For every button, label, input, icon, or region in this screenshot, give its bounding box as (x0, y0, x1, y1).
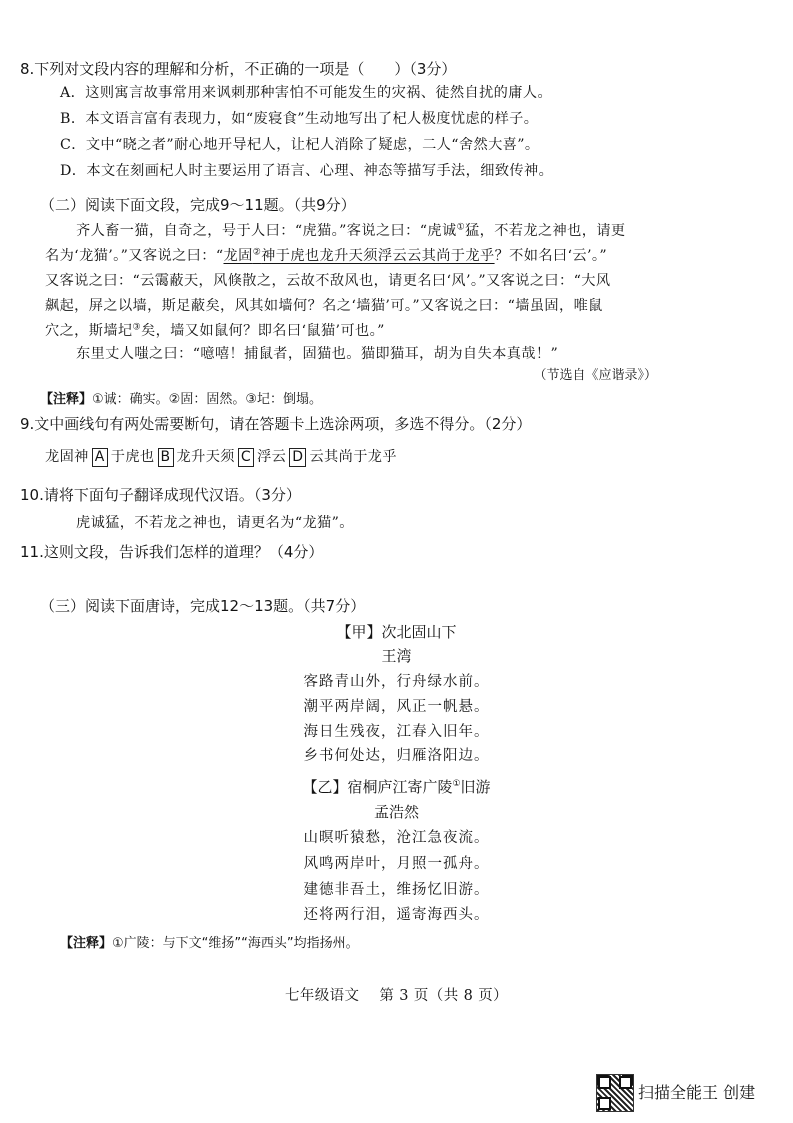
q9-segment: 浮云 (257, 449, 287, 465)
poem-2-line-1: 山暝听猿愁，沧江急夜流。 (303, 830, 490, 846)
q11-stem: 11.这则文段，告诉我们怎样的道理？（4分） (20, 543, 324, 561)
passage-line-3: 又客说之曰：“云霭蔽天，风倏散之，云故不敌风也，请更名曰‘风’。”又客说之曰：“大风 (45, 273, 611, 289)
passage-line-5 (45, 320, 385, 340)
note-label: 【注释】 (40, 392, 93, 407)
page-footer: 七年级语文 第 3 页（共 8 页） (284, 988, 509, 1004)
passage-line-4: 飙起，屏之以墙，斯足蔽矣，风其如墙何？名之‘墙猫’可。”又客说之曰：“墙虽固，唯鼠 (45, 298, 603, 314)
passage-text: 矣，墙又如鼠何？即名曰‘鼠猫’可也。” (141, 323, 385, 339)
underlined-sentence (224, 248, 495, 264)
footnote-marker: ① (456, 222, 466, 233)
section-2-note (40, 388, 322, 407)
poem-2-line-2: 风鸣两岸叶，月照一孤舟。 (303, 856, 490, 872)
poem-2-line-3: 建德非吾土，维扬忆旧游。 (303, 882, 490, 898)
passage-line-2 (45, 245, 607, 265)
q8-option-b: B．本文语言富有表现力，如“废寝食”生动地写出了杞人极度忧虑的样子。 (60, 111, 539, 127)
passage-text: ？不如名曰‘云’。” (494, 248, 608, 264)
q9-box-b[interactable]: B (158, 448, 174, 467)
q9-segment: 龙升天须 (176, 449, 235, 465)
section-3-note (60, 932, 359, 951)
poem-1-line-3: 海日生残夜，江春入旧年。 (303, 724, 490, 740)
q8-option-c: C．文中“晓之者”耐心地开导杞人，让杞人消除了疑虑，二人“舍然大喜”。 (60, 137, 540, 153)
poem-1-title: 【甲】次北固山下 (336, 623, 457, 641)
passage-line-1 (76, 220, 626, 240)
poem-1-line-1: 客路青山外，行舟绿水前。 (303, 674, 490, 690)
poem-1-line-2: 潮平两岸阔，风正一帆悬。 (303, 699, 490, 715)
q9-segment: 龙固神 (45, 449, 89, 465)
poem-1-line-4: 乡书何处达，归雁洛阳边。 (303, 748, 490, 764)
q10-stem: 10.请将下面句子翻译成现代汉语。（3分） (20, 486, 301, 504)
passage-text: 穴之，斯墙圮 (45, 323, 133, 339)
poem-2-line-4: 还将两行泪，遥寄海西头。 (303, 907, 490, 923)
passage-source: （节选自《应谐录》） (533, 368, 657, 383)
footnote-marker: ① (452, 779, 461, 789)
q8-option-d: D．本文在刻画杞人时主要运用了语言、心理、神态等描写手法，细致传神。 (60, 163, 554, 179)
q9-segment: 云其尚于龙乎 (309, 449, 397, 465)
note-text: ①诚：确实。②固：固然。③圮：倒塌。 (92, 392, 322, 407)
poem-1-author: 王湾 (381, 647, 412, 665)
q9-box-c[interactable]: C (238, 448, 254, 467)
footnote-marker: ② (252, 247, 262, 258)
poem-2-author: 孟浩然 (373, 803, 419, 821)
poem-2-title-text: 【乙】宿桐庐江寄广陵 (302, 778, 453, 796)
passage-text: 齐人畜一猫，自奇之，号于人曰：“虎猫。”客说之曰：“虎诚 (76, 223, 457, 239)
passage-paragraph-2: 东里丈人嗤之曰：“噫嘻！捕鼠者，固猫也。猫即猫耳，胡为自失本真哉！” (76, 346, 559, 362)
q9-options (45, 446, 397, 467)
q9-stem: 9.文中画线句有两处需要断句，请在答题卡上选涂两项，多选不得分。（2分） (20, 415, 532, 433)
section-3-heading: （三）阅读下面唐诗，完成12～13题。（共7分） (40, 597, 366, 615)
underlined-text: 神于虎也龙升天须浮云云其尚于龙乎 (261, 248, 495, 264)
q9-box-a[interactable]: A (92, 448, 108, 467)
q9-box-d[interactable]: D (289, 448, 306, 467)
note-text: ①广陵：与下文“维扬”“海西头”均指扬州。 (112, 936, 359, 951)
passage-text: 猛，不若龙之神也，请更 (465, 223, 626, 239)
q9-segment: 于虎也 (110, 449, 155, 465)
q10-sentence: 虎诚猛，不若龙之神也，请更名为“龙猫”。 (76, 515, 354, 531)
q8-option-a: A．这则寓言故事常用来讽刺那种害怕不可能发生的灾祸、徒然自扰的庸人。 (60, 85, 553, 101)
footnote-marker: ③ (132, 322, 141, 333)
note-label: 【注释】 (60, 936, 113, 951)
qr-code-icon (596, 1074, 634, 1112)
scanner-watermark: 扫描全能王 创建 (638, 1083, 756, 1102)
poem-2-title-text: 旧游 (460, 778, 491, 796)
underlined-text: 龙固 (223, 248, 253, 264)
section-2-heading: （二）阅读下面文段，完成9～11题。（共9分） (40, 196, 356, 214)
passage-text: 名为‘龙猫’。”又客说之曰：“ (45, 248, 224, 264)
q8-stem: 8.下列对文段内容的理解和分析，不正确的一项是（ ）（3分） (20, 60, 457, 78)
poem-2-title (0, 776, 793, 797)
